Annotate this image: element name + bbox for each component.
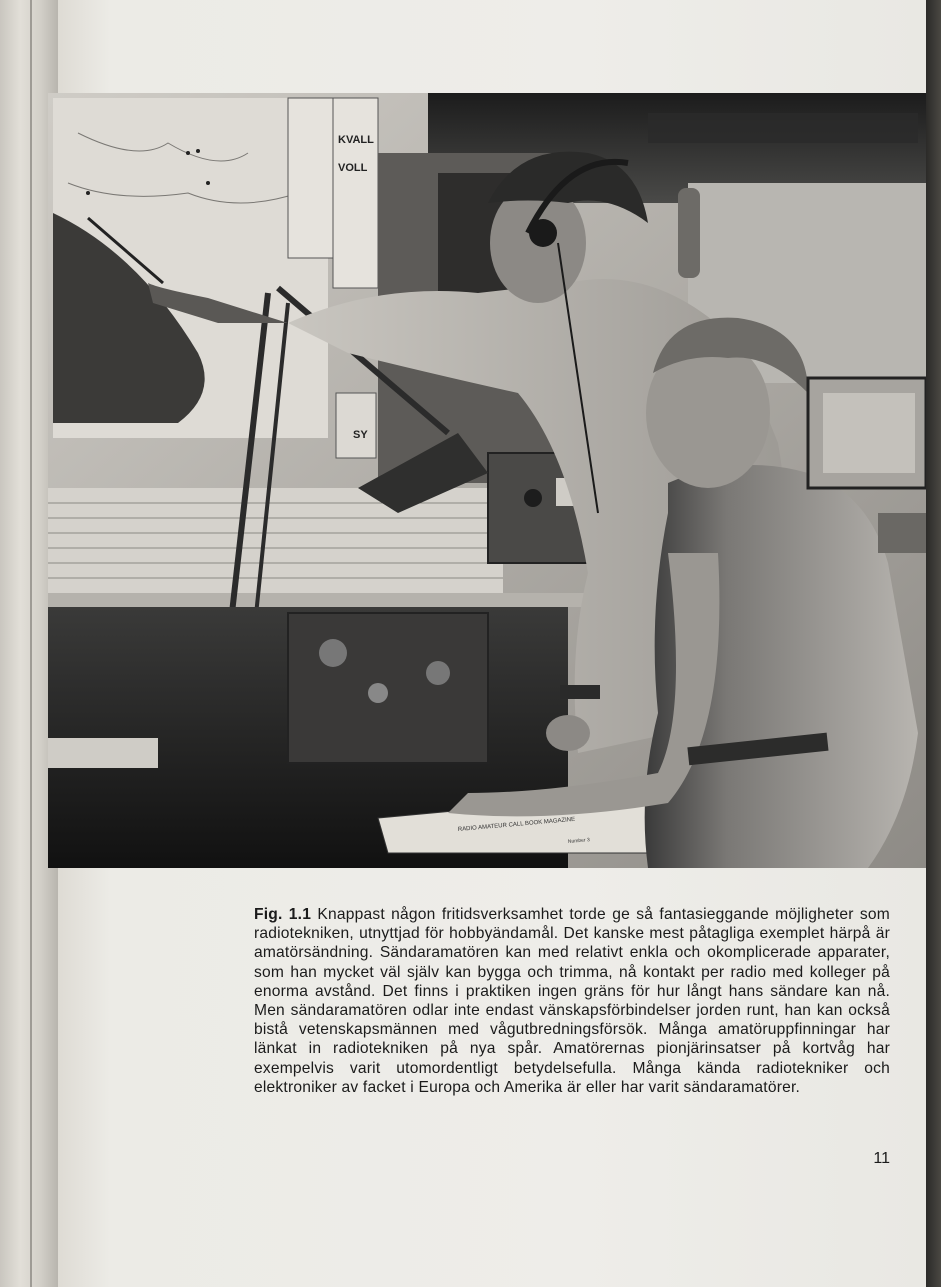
magazine-stack xyxy=(48,488,503,598)
man-hand-desk xyxy=(546,715,590,751)
wristwatch xyxy=(560,685,600,699)
call-book-title: RADIO AMATEUR CALL BOOK MAGAZINE xyxy=(457,816,576,833)
headphone-earpiece xyxy=(529,219,557,247)
radio-amateur-photo xyxy=(48,93,926,868)
receiver-dial xyxy=(524,489,542,507)
page-edge-shadow xyxy=(926,0,941,1287)
pinned-note xyxy=(288,98,333,258)
pinned-note xyxy=(333,98,378,288)
note-text: KVALL xyxy=(338,134,374,146)
pipe xyxy=(678,188,700,278)
shelf-board xyxy=(48,593,593,607)
caption-text: Knappast någon fritidsverksamhet torde ge så fantasieggande möjligheter som radiotekniken, utnyttjad för hobbyändamål. Det kanske mest påtagliga exemplet härpå är amatörsändning. Sändaramatören kan med relativt enkla och okomplicerade apparater, som han mycket väl själv kan bygga och trimma, nå kontakt per radio med kolleger på enorma avstånd. Det finns i praktiken ingen gräns för hur långt hans sändare kan nå. Men sändaramatören odlar inte endast vänskapsförbindelser jorden runt, han kan också bistå vetenskapsmännen med vågutbredningsförsök. Många amatöruppfinningar har länkat in radiotekniken på nya spår. Amatörernas pionjärinsatser på kortvåg har exempelvis varit utomordentligt betydelsefulla. Många kända radiotekniker och elektroniker av facket i Europa och Amerika är eller har varit sändaramatörer. xyxy=(254,906,890,1096)
note-text: VOLL xyxy=(338,162,368,174)
call-book-number: Number 3 xyxy=(567,837,591,845)
figure-caption xyxy=(254,905,890,1097)
wall-socket xyxy=(878,513,926,553)
book-gutter xyxy=(30,0,32,1287)
transmitter-chassis xyxy=(288,613,488,763)
page-number: 11 xyxy=(873,1150,890,1167)
figure-label: Fig. 1.1 xyxy=(254,906,312,923)
bench-edge xyxy=(48,738,158,768)
note-text: SY xyxy=(353,429,368,441)
